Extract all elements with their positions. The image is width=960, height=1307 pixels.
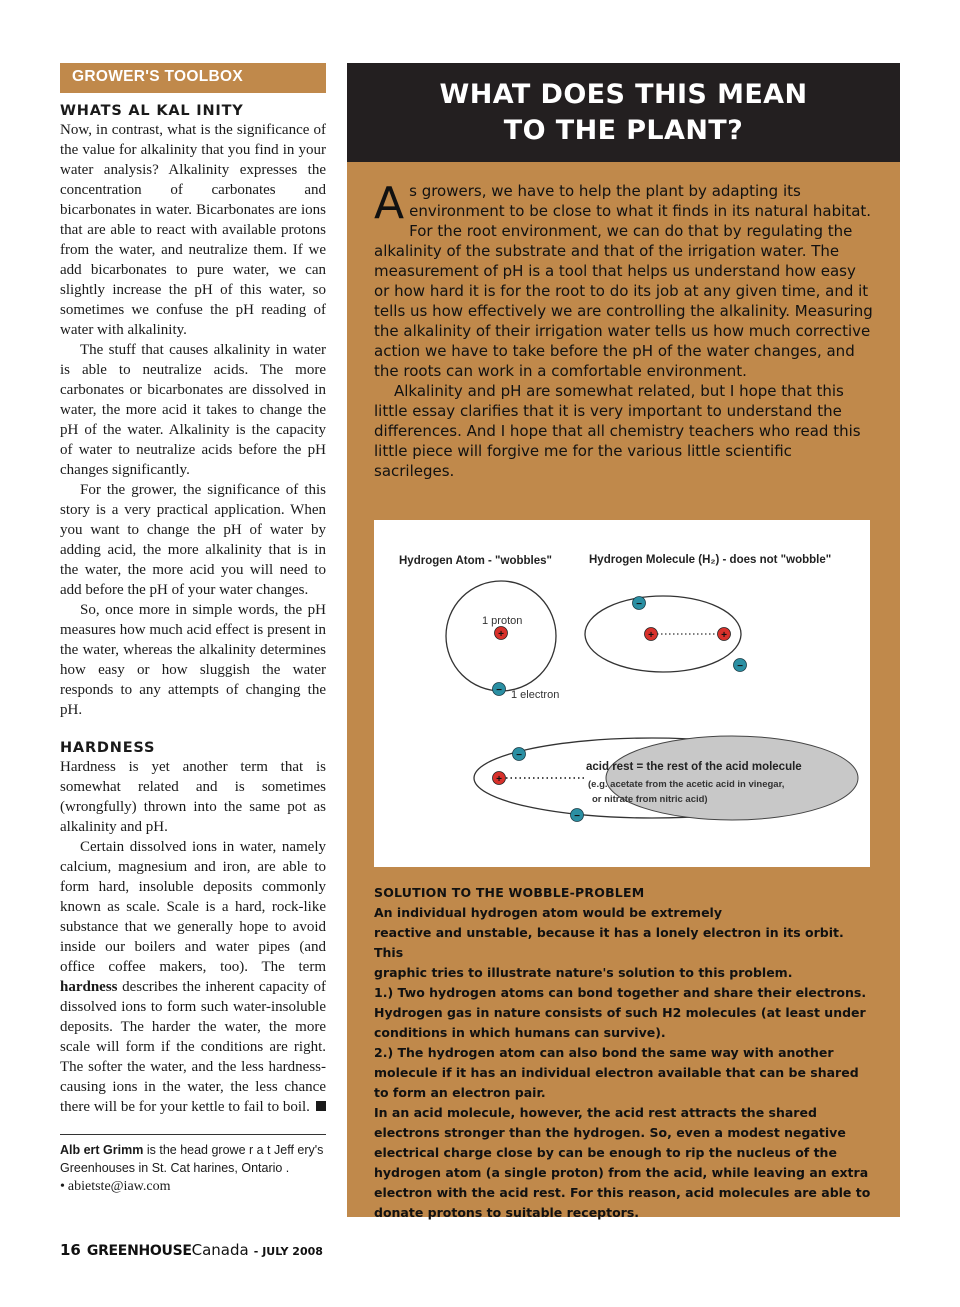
- hardness-term-bold: hardness: [60, 979, 118, 995]
- intro-paragraph-1-text: s growers, we have to help the plant by adapting its environment to be close to what it finds in its natural habitat. For the root environment, we can do that by regulating the alkalinity of the substrate and that of the irrigation water. The measurement of pH is a tool that helps us understand how easy or how hard it is for the root to do its job at any given time, and it tells us how effectively we are controlling the alkalinity. Measuring the alkalinity of their irrigation water tells us how much corrective action we have to take before the pH of the water changes, and the roots can work in a comfortable environment.: [374, 182, 873, 380]
- acid-rest-blob: [606, 736, 858, 820]
- caption-line: In an acid molecule, however, the acid rest attracts the shared: [374, 1105, 817, 1120]
- acid-proton-sign: +: [496, 774, 502, 785]
- author-bio-text: is the head growe r a t Jeff ery's Greenhouses in St. Cat harines, Ontario .: [60, 1143, 324, 1175]
- molecule-electron-top-sign: −: [636, 599, 642, 610]
- caption-line: 2.) The hydrogen atom can also bond the same way with another: [374, 1045, 834, 1060]
- label-hydrogen-molecule: Hydrogen Molecule (H₂) - does not "wobble": [589, 554, 832, 566]
- author-bio: [60, 1141, 326, 1177]
- caption-line: reactive and unstable, because it has a lonely electron in its orbit. This: [374, 925, 844, 960]
- hydrogen-diagram: [374, 520, 870, 867]
- caption-line: graphic tries to illustrate nature's solution to this problem.: [374, 965, 793, 980]
- molecule-proton-right-sign: +: [721, 630, 727, 641]
- intro-paragraph-1: [374, 178, 874, 381]
- magazine-name-bold: GREENHOUSE: [86, 1243, 192, 1259]
- alkalinity-paragraph-3: For the grower, the significance of this story is a very practical application. When you want to change the pH of water by adding acid, the more alkalinity that is in the water, the more acid you will need to add before the pH of your water changes.: [60, 482, 326, 598]
- label-hydrogen-atom: Hydrogen Atom - "wobbles": [399, 555, 552, 567]
- caption-line: donate protons to suitable receptors.: [374, 1205, 640, 1220]
- alkalinity-paragraph-4: So, once more in simple words, the pH measures how much acid effect is present in the water, whereas the alkalinity determines how easy or how sluggish the water responds to any attempts of changing the pH.: [60, 602, 326, 718]
- caption-line: electron with the acid rest. For this reason, acid molecules are able to: [374, 1185, 871, 1200]
- page-footer: [60, 1240, 323, 1259]
- magazine-name-rest: Canada: [191, 1241, 249, 1259]
- acid-rest-title: acid rest = the rest of the acid molecule: [586, 761, 802, 773]
- acid-rest-example-1: (e.g. acetate from the acetic acid in vinegar,: [588, 779, 785, 790]
- sidebar-title-line-2: TO THE PLANT?: [503, 114, 744, 146]
- atom-proton-sign: +: [498, 629, 504, 640]
- caption-line: conditions in which humans can survive).: [374, 1025, 666, 1040]
- caption-heading: SOLUTION TO THE WOBBLE-PROBLEM: [374, 885, 645, 900]
- hardness-paragraph-1: Hardness is yet another term that is somewhat related and is sometimes (wrongfully) thrown into the same pot as alkalinity and pH.: [60, 759, 326, 835]
- caption-line: hydrogen atom (a single proton) from the acid, while leaving an extra: [374, 1165, 869, 1180]
- intro-paragraph-2: Alkalinity and pH are somewhat related, but I hope that this little essay clarifies that it is very important to understand the differences. And I hope that all chemistry teachers who read this little piece will forgive me for the various little scientific sacrileges.: [374, 382, 861, 480]
- alkalinity-heading: WHATS AL KAL INITY: [60, 103, 244, 119]
- molecule-electron-bottom-sign: −: [737, 661, 743, 672]
- alkalinity-paragraph-1: Now, in contrast, what is the significance of the value for alkalinity that you find in your water analysis? Alkalinity expresses the concentration of carbonates and bicarbonates in water. Bicarbonates are ions that are able to react with available protons from the water, and neutralize them. If we add bicarbonates to pure water, we can slightly increase the pH of this water, so sometimes we confuse the pH reading of water with alkalinity.: [60, 122, 326, 338]
- end-of-article-mark: [316, 1101, 326, 1111]
- author-email[interactable]: abietste@iaw.com: [67, 1179, 171, 1194]
- acid-electron-top-sign: −: [516, 750, 522, 761]
- hardness-text-start: Certain dissolved ions in water, namely calcium, magnesium and iron, are able to form hard, insoluble deposits commonly known as scale. Scale is a hard, rock-like substance that we generally hope to avoid inside our boilers and water pipes (and office coffee makers, too). The term: [60, 839, 326, 975]
- atom-electron-sign: −: [496, 685, 502, 696]
- alkalinity-paragraph-2: The stuff that causes alkalinity in water is able to neutralize acids. The more carbonates or bicarbonates are dissolved in water, the more acid it takes to change the pH of the water. Alkalinity is the capacity of water to neutralize acids before the pH changes significantly.: [60, 342, 326, 478]
- sidebar-title-line-1: WHAT DOES THIS MEAN: [439, 78, 808, 110]
- hardness-text-end: describes the inherent capacity of dissolved ions to form such water-insoluble deposits. The harder the water, the more scale will form if the conditions are right. The softer the water, and the less hardness-causing ions in the water, the less chance there will be for your kettle to fail to boil.: [60, 979, 326, 1115]
- left-column: [60, 63, 326, 1197]
- page-number: 16: [60, 1241, 81, 1259]
- section-banner: GROWER'S TOOLBOX: [60, 63, 326, 93]
- proton-label: 1 proton: [482, 615, 523, 627]
- sidebar-intro: [374, 178, 874, 481]
- figure-caption: [374, 883, 874, 1223]
- caption-line: electrical charge close by can be enough to rip the nucleus of the: [374, 1145, 837, 1160]
- caption-line: 1.) Two hydrogen atoms can bond together and share their electrons.: [374, 985, 867, 1000]
- issue-date: - JULY 2008: [253, 1245, 323, 1258]
- caption-line: An individual hydrogen atom would be extremely: [374, 905, 722, 920]
- email-bullet: •: [60, 1179, 65, 1194]
- hardness-paragraph-2: [60, 837, 326, 1117]
- bio-divider: [60, 1134, 326, 1135]
- hardness-heading: HARDNESS: [60, 740, 156, 756]
- caption-line: molecule if it has an individual electron available that can be shared: [374, 1065, 859, 1080]
- hydrogen-diagram-svg: [374, 520, 870, 867]
- caption-line: to form an electron pair.: [374, 1085, 546, 1100]
- drop-cap: A: [374, 178, 405, 229]
- acid-electron-bottom-sign: −: [574, 811, 580, 822]
- caption-line: Hydrogen gas in nature consists of such H2 molecules (at least under: [374, 1005, 866, 1020]
- caption-line: electrons stronger than the hydrogen. So, even a modest negative: [374, 1125, 846, 1140]
- molecule-proton-left-sign: +: [648, 630, 654, 641]
- sidebar-panel: [347, 63, 900, 1220]
- sidebar-title-box: [347, 63, 900, 162]
- author-email-line: [60, 1177, 326, 1197]
- electron-label: 1 electron: [511, 689, 560, 701]
- author-name: Alb ert Grimm: [60, 1143, 144, 1157]
- acid-rest-example-2: or nitrate from nitric acid): [592, 794, 708, 805]
